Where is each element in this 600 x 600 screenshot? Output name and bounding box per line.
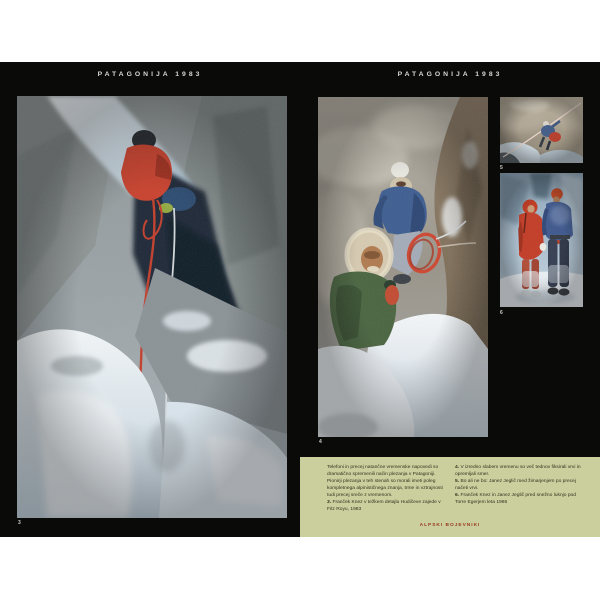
right-page: [300, 62, 600, 537]
photo-5-illustration: [500, 97, 583, 163]
book-spread: [0, 62, 600, 537]
photo-climber-jumaring-rope: [500, 97, 583, 163]
photo-climbers-storm-belay: [318, 97, 488, 437]
caption-number-6: 6.: [455, 493, 460, 499]
caption-text-4: V izredno slabem vremenu so več tednov fiksirali vrvi in opremljali smer.: [455, 465, 581, 478]
caption-item-6: [455, 492, 585, 506]
photo-climber-in-icy-chimney: [17, 96, 287, 518]
photo-two-climbers-snow-gully: [500, 173, 583, 307]
caption-number-5: 5.: [455, 479, 460, 485]
left-page: [0, 62, 300, 537]
caption-panel: [300, 457, 600, 537]
photo-number-4: 4: [319, 439, 322, 445]
caption-item-5: [455, 478, 585, 492]
caption-item-4: [455, 464, 585, 478]
photo-3-illustration: [17, 96, 287, 518]
caption-item-3: [327, 499, 443, 513]
left-page-header: PATAGONIJA 1983: [97, 71, 203, 78]
photo-number-5: 5: [500, 165, 503, 171]
photo-4-illustration: [318, 97, 488, 437]
caption-column-left: [327, 464, 443, 513]
photo-6-illustration: [500, 173, 583, 307]
caption-text-6: Franček Knez in Janez Jeglič pred snežno luknjo pod Torre Egerjem leta 1986: [455, 493, 576, 506]
caption-number-4: 4.: [455, 465, 460, 470]
photo-number-6: 6: [500, 310, 503, 316]
caption-text-5: Bo ali ne bo: Janez Jeglič med žimarjenjem po precej načeti vrvi.: [455, 479, 576, 492]
running-footer: ALPSKI BOJEVNIKI: [419, 523, 481, 528]
caption-text-3: Franček Knez v težkem detajlu Hudičeve zajede v Fitz Royu, 1983: [327, 500, 441, 513]
photo-number-3: 3: [18, 520, 21, 526]
caption-intro: Telefoni in precej natančne vremenske napovedi so dramatično spremenili način plezanja v Patagoniji. Pionirji plezanja v teh stenah so morali imeti poleg kompletnega alpinističnega znanja, trme in vztrajnosti tudi precej sreče z vremenom.: [327, 465, 443, 499]
caption-number-3: 3.: [327, 500, 332, 506]
right-page-header: PATAGONIJA 1983: [397, 71, 503, 78]
caption-column-right: [455, 464, 585, 506]
